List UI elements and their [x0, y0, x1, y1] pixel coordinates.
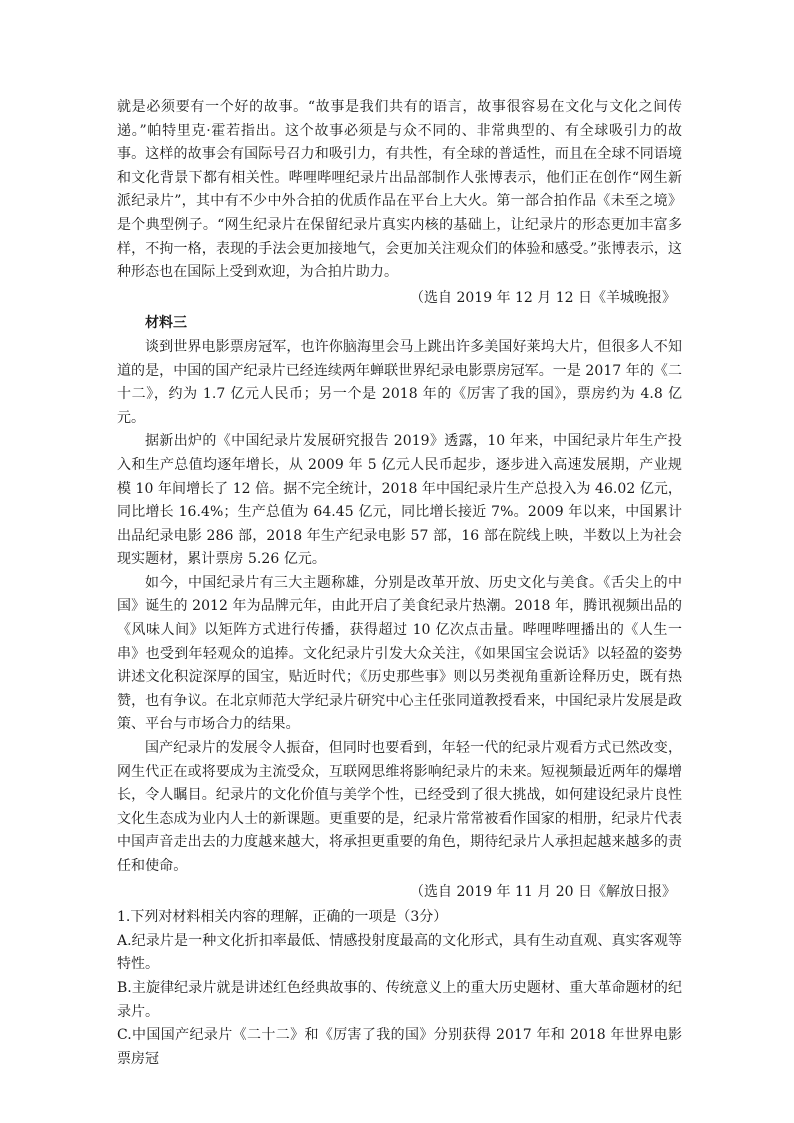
paragraph-report-2019: 据新出炉的《中国纪录片发展研究报告 2019》透露，10 年来，中国纪录片年生产投入和生产总值均逐年增长，从 2009 年 5 亿元人民币起步，逐步进入高速发展期，产业规模 10 年间增长了 12 倍。据不完全统计，2018 年中国纪录片生产总投入为 46.02 亿元，同比增长 16.4%；生产总值为 64.45 亿元，同比增长接近 7%。2009 年以来，中国累计出品纪录电影 286 部，2018 年生产纪录电影 57 部，16 部在院线上映，半数以上为社会现实题材，累计票房 5.26 亿元。: [117, 433, 682, 568]
option-c: C.中国国产纪录片《二十二》和《厉害了我的国》分别获得 2017 年和 2018 年世界电影票房冠: [117, 1027, 682, 1067]
option-a: A.纪录片是一种文化折扣率最低、情感投射度最高的文化形式，具有生动直观、真实客观等特性。: [117, 932, 682, 973]
paragraph-story: 就是必须要有一个好的故事。“故事是我们共有的语言，故事很容易在文化与文化之间传递。”帕特里克·霍若指出。这个故事必须是与众不同的、非常典型的、有全球吸引力的故事。这样的故事会有国际号召力和吸引力，有共性，有全球的普适性，而且在全球不同语境和文化背景下都有相关性。哔哩哔哩纪录片出品部制作人张博表示，他们正在创作“网生新派纪录片”，其中有不少中外合拍的优质作品在平台上大火。第一部合拍作品《未至之境》是个典型例子。“网生纪录片在保留纪录片真实内核的基础上，让纪录片的形态更加丰富多样，不拘一格，表现的手法会更加接地气，会更加关注观众们的体验和感受。”张博表示，这种形态也在国际上受到欢迎，为合拍片助力。: [117, 99, 682, 281]
option-b: B.主旋律纪录片就是讲述红色经典故事的、传统意义上的重大历史题材、重大革命题材的纪录片。: [117, 979, 682, 1020]
paragraph-box-office: 谈到世界电影票房冠军，也许你脑海里会马上跳出许多美国好莱坞大片，但很多人不知道的是，中国的国产纪录片已经连续两年蝉联世界纪录电影票房冠军。一是 2017 年的《二十二》，约为 1.7 亿元人民币；另一个是 2018 年的《厉害了我的国》，票房约为 4.8 亿元。: [117, 338, 682, 426]
paragraph-future: 国产纪录片的发展令人振奋，但同时也要看到，年轻一代的纪录片观看方式已然改变，网生代正在或将要成为主流受众，互联网思维将影响纪录片的未来。短视频最近两年的爆增长，令人瞩目。纪录片的文化价值与美学个性，已经受到了很大挑战，如何建设纪录片良性文化生态成为业内人士的新课题。更重要的是，纪录片常常被看作国家的相册，纪录片代表中国声音走出去的力度越来越大，将承担更重要的角色，期待纪录片人承担起越来越多的责任和使命。: [117, 740, 682, 874]
source-citation-jiefang: （选自 2019 年 11 月 20 日《解放日报》: [410, 883, 676, 900]
document-page: [117, 96, 682, 1071]
paragraph-three-themes: 如今，中国纪录片有三大主题称雄，分别是改革开放、历史文化与美食。《舌尖上的中国》诞生的 2012 年为品牌元年，由此开启了美食纪录片热潮。2018 年，腾讯视频出品的《风味人间》以矩阵方式进行传播，获得超过 10 亿次点击量。哔哩哔哩播出的《人生一串》也受到年轻观众的追捧。文化纪录片引发大众关注，《如果国宝会说话》以轻盈的姿势讲述文化积淀深厚的国宝，贴近时代；《历史那些事》则以另类视角重新诠释历史，既有热赞，也有争议。在北京师范大学纪录片研究中心主任张同道教授看来，中国纪录片发展是政策、平台与市场合力的结果。: [117, 574, 682, 733]
section-title-material-3: 材料三: [145, 315, 187, 332]
source-citation-yangcheng: （选自 2019 年 12 月 12 日《羊城晚报》: [410, 289, 676, 306]
question-1: 1.下列对材料相关内容的理解，正确的一项是（3分）: [117, 909, 448, 926]
